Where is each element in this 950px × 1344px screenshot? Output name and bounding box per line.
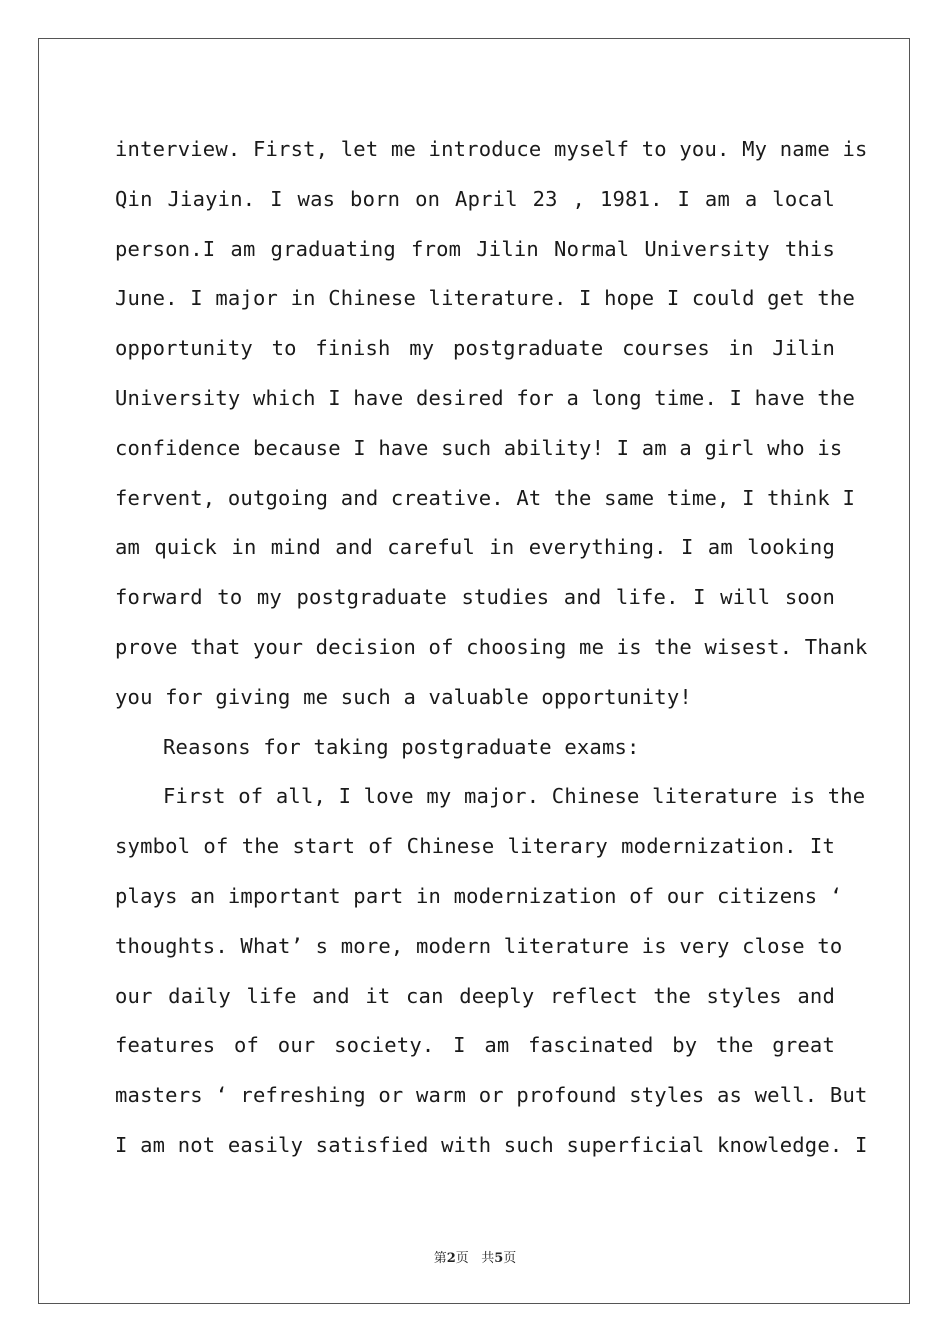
text-line: I am not easily satisfied with such superficial knowledge. I	[115, 1132, 868, 1157]
total-pages-number: 5	[494, 1251, 504, 1266]
text-line: am quick in mind and careful in everything. I am looking	[115, 535, 835, 560]
text-line: fervent, outgoing and creative. At the same time, I think I	[115, 485, 855, 510]
text-line: you for giving me such a valuable opportunity!	[115, 684, 692, 709]
text-line: our daily life and it can deeply reflect the styles and	[115, 983, 835, 1008]
text-line: June. I major in Chinese literature. I hope I could get the	[115, 286, 855, 311]
text-line: symbol of the start of Chinese literary modernization. It	[115, 834, 835, 859]
text-line: First of all, I love my major. Chinese literature is the	[163, 784, 866, 809]
page-suffix: 页	[455, 1251, 469, 1266]
text-line: opportunity to finish my postgraduate courses in Jilin	[115, 336, 835, 361]
document-body	[115, 125, 868, 1171]
text-line: plays an important part in modernization of our citizens ‘	[115, 883, 843, 908]
page-footer	[0, 1247, 950, 1266]
text-line: thoughts. What’ s more, modern literature is very close to	[115, 933, 843, 958]
current-page-number: 2	[446, 1251, 456, 1266]
text-line: person.I am graduating from Jilin Normal University this	[115, 236, 835, 261]
text-line: forward to my postgraduate studies and life. I will soon	[115, 585, 835, 610]
text-line: Qin Jiayin. I was born on April 23 , 1981. I am a local	[115, 186, 835, 211]
text-line: prove that your decision of choosing me is the wisest. Thank	[115, 634, 868, 659]
text-line: confidence because I have such ability! I am a girl who is	[115, 435, 843, 460]
total-suffix: 页	[503, 1251, 517, 1266]
text-line: masters ‘ refreshing or warm or profound styles as well. But	[115, 1083, 868, 1108]
section-heading: Reasons for taking postgraduate exams:	[163, 734, 640, 759]
page-prefix: 第	[433, 1251, 447, 1266]
text-line: features of our society. I am fascinated by the great	[115, 1033, 835, 1058]
total-prefix: 共	[481, 1251, 495, 1266]
text-line: interview. First, let me introduce myself to you. My name is	[115, 137, 868, 161]
text-line: University which I have desired for a long time. I have the	[115, 385, 855, 410]
